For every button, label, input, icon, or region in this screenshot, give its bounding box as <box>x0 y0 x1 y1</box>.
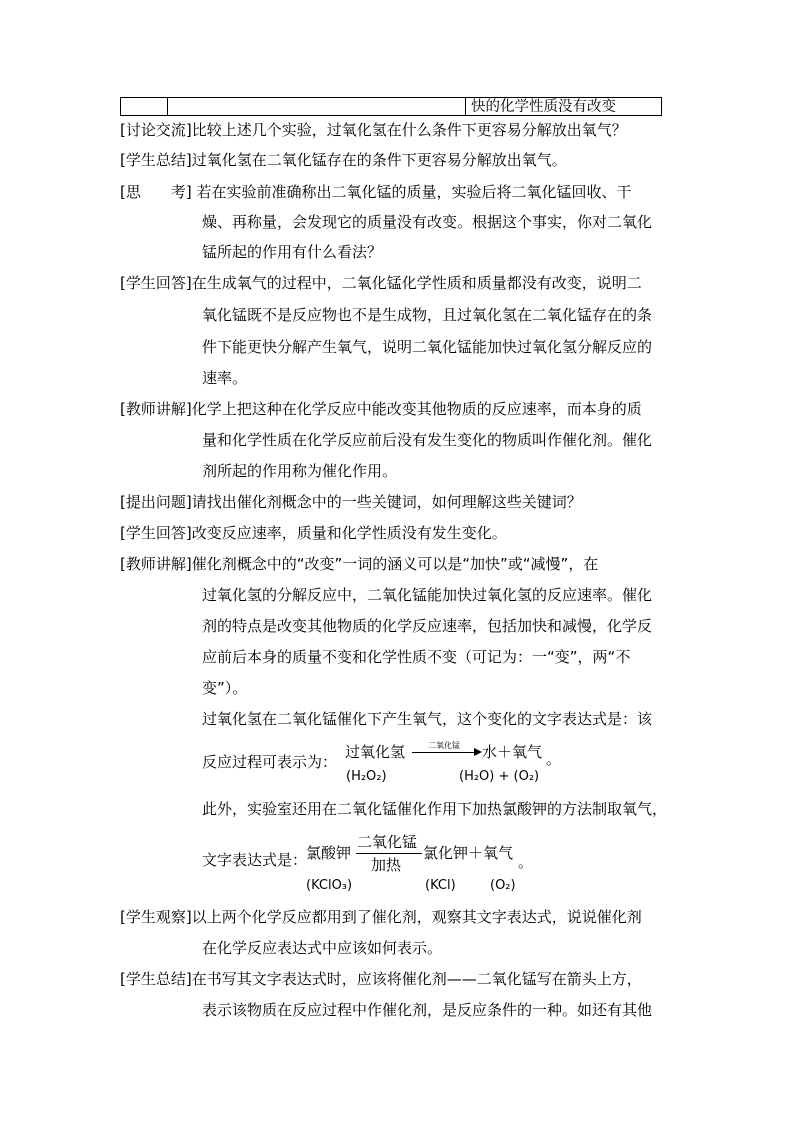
paragraph-line: 应前后本身的质量不变和化学性质不变（可记为：一“变”，两“不 <box>202 648 631 666</box>
eq2-formula-product2: (O₂) <box>490 878 516 893</box>
paragraph-line: [学生观察]以上两个化学反应都用到了催化剂，观察其文字表达式，说说催化剂 <box>120 908 642 926</box>
paragraph-line: 氧化锰既不是反应物也不是生成物，且过氧化氢在二氧化锰存在的条 <box>202 306 653 324</box>
eq2-formula-product1: (KCl) <box>425 878 456 893</box>
eq2-below: 加热 <box>371 856 402 874</box>
paragraph-line: [提出问题]请找出催化剂概念中的一些关键词，如何理解这些关键词？ <box>120 493 582 511</box>
table-row <box>120 97 662 116</box>
eq1-end: 。 <box>546 750 562 768</box>
arrowhead-icon <box>474 748 482 756</box>
table-cell <box>121 98 168 115</box>
paragraph-line: 燥、再称量，会发现它的质量没有改变。根据这个事实，你对二氧化 <box>202 213 653 231</box>
paragraph-line: 剂的特点是改变其他物质的化学反应速率，包括加快和减慢，化学反 <box>202 617 653 635</box>
paragraph-line: [教师讲解]催化剂概念中的“改变”一词的涵义可以是“加快”或“减慢”，在 <box>120 555 599 573</box>
eq2-formula-reactant: (KClO₃) <box>306 878 353 893</box>
paragraph-line: 过氧化氢在二氧化锰催化下产生氧气，这个变化的文字表达式是：该 <box>202 710 653 728</box>
eq2-end: 。 <box>518 853 534 871</box>
paragraph-line: [学生总结]过氧化氢在二氧化锰存在的条件下更容易分解放出氧气。 <box>120 151 567 169</box>
eq2-reactant: 氯酸钾 <box>306 844 352 862</box>
paragraph-line: [思 考] 若在实验前准确称出二氧化锰的质量，实验后将二氧化锰回收、干 <box>120 183 632 201</box>
paragraph-line: 变”）。 <box>202 679 248 697</box>
paragraph-line: [讨论交流]比较上述几个实验，过氧化氢在什么条件下更容易分解放出氧气？ <box>120 121 627 139</box>
paragraph-line: 件下能更快分解产生氧气，说明二氧化锰能加快过氧化氢分解反应的 <box>202 338 653 356</box>
eq1-reactant: 过氧化氢 <box>345 743 406 761</box>
paragraph-line: [教师讲解]化学上把这种在化学反应中能改变其他物质的反应速率，而本身的质 <box>120 400 642 418</box>
eq1-products: 水＋氧气 <box>482 743 543 761</box>
eq1-formula-reactant: (H₂O₂) <box>346 769 387 784</box>
eq2-products: 氯化钾＋氧气 <box>423 844 514 862</box>
table-cell <box>168 98 466 115</box>
eq1-arrow <box>412 752 476 753</box>
paragraph-line: 反应过程可表示为： <box>202 753 338 771</box>
eq1-catalyst: 二氧化锰 <box>428 741 460 750</box>
paragraph-line: 过氧化氢的分解反应中，二氧化锰能加快过氧化氢的反应速率。催化 <box>202 586 653 604</box>
paragraph-line: 此外，实验室还用在二氧化锰催化作用下加热氯酸钾的方法制取氧气， <box>202 800 668 818</box>
paragraph-line: 锰所起的作用有什么看法？ <box>202 243 383 261</box>
paragraph-line: 文字表达式是： <box>202 851 308 869</box>
paragraph-line: [学生总结]在书写其文字表达式时，应该将催化剂——二氧化锰写在箭头上方， <box>120 970 642 988</box>
paragraph-line: [学生回答]改变反应速率，质量和化学性质没有发生变化。 <box>120 524 507 542</box>
paragraph-line: [学生回答]在生成氧气的过程中，二氧化锰化学性质和质量都没有改变，说明二 <box>120 274 642 292</box>
paragraph-line: 量和化学性质在化学反应前后没有发生变化的物质叫作催化剂。催化 <box>202 431 653 449</box>
paragraph-line: 剂所起的作用称为催化作用。 <box>202 462 398 480</box>
eq2-equals-line <box>356 853 422 854</box>
paragraph-line: 表示该物质在反应过程中作催化剂，是反应条件的一种。如还有其他 <box>202 1001 653 1019</box>
eq2-above: 二氧化锰 <box>357 833 418 851</box>
table-cell-text: 快的化学性质没有改变 <box>471 99 616 115</box>
eq1-formula-products: (H₂O) + (O₂) <box>459 769 540 784</box>
paragraph-line: 速率。 <box>202 369 248 387</box>
paragraph-line: 在化学反应表达式中应该如何表示。 <box>202 939 443 957</box>
